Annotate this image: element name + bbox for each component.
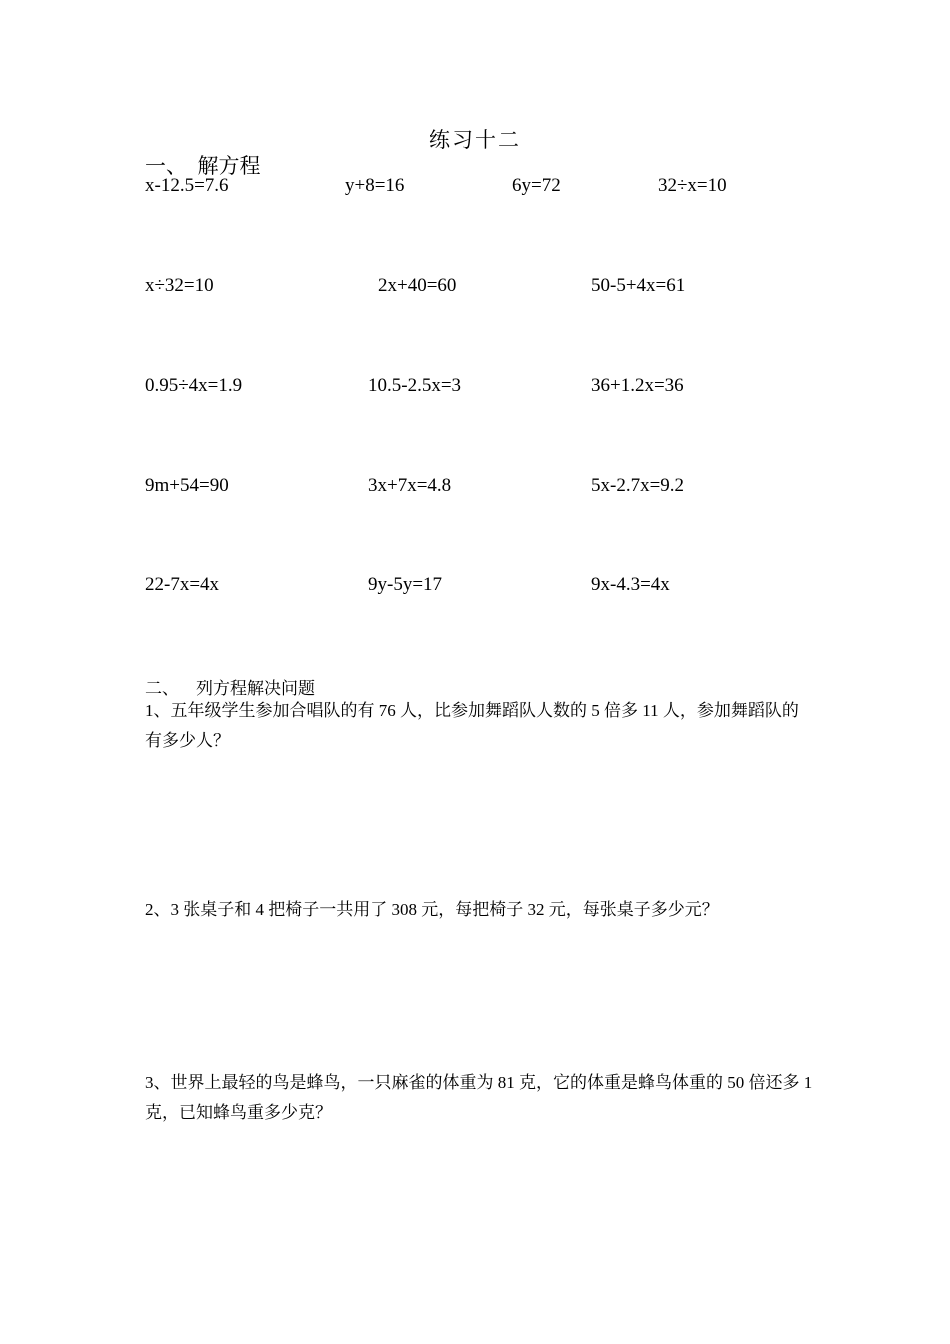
equation-4-3: 5x-2.7x=9.2: [591, 475, 685, 496]
equation-4-2: 3x+7x=4.8: [368, 475, 452, 496]
word-problem-3: 3、世界上最轻的鸟是蜂鸟，一只麻雀的体重为 81 克，它的体重是蜂鸟体重的 50 倍还多 1 克，已知蜂鸟重多少克？: [145, 1073, 813, 1122]
equation-5-1: 22-7x=4x: [145, 574, 220, 595]
equation-4-1: 9m+54=90: [145, 475, 229, 496]
equation-1-4: 32÷x=10: [658, 175, 727, 196]
equation-2-1: x÷32=10: [145, 275, 214, 296]
equation-2-3: 50-5+4x=61: [591, 275, 686, 296]
equation-1-1: x-12.5=7.6: [145, 175, 229, 196]
equation-5-2: 9y-5y=17: [368, 574, 443, 595]
equation-1-3: 6y=72: [512, 175, 561, 196]
equation-3-2: 10.5-2.5x=3: [368, 375, 462, 396]
equation-5-3: 9x-4.3=4x: [591, 574, 670, 595]
equation-3-1: 0.95÷4x=1.9: [145, 375, 243, 396]
word-problem-2: 2、3 张桌子和 4 把椅子一共用了 308 元，每把椅子 32 元，每张桌子多少元？: [145, 900, 719, 919]
word-problem-1: 1、五年级学生参加合唱队的有 76 人，比参加舞蹈队人数的 5 倍多 11 人，参加舞蹈队的有多少人？: [145, 701, 799, 750]
equation-2-2: 2x+40=60: [378, 275, 457, 296]
equation-1-2: y+8=16: [345, 175, 405, 196]
equation-3-3: 36+1.2x=36: [591, 375, 684, 396]
section-1-heading: 一、 解方程: [145, 154, 261, 178]
section-2-heading: 二、 列方程解决问题: [145, 679, 315, 698]
worksheet-title: 练习十二: [429, 128, 521, 152]
